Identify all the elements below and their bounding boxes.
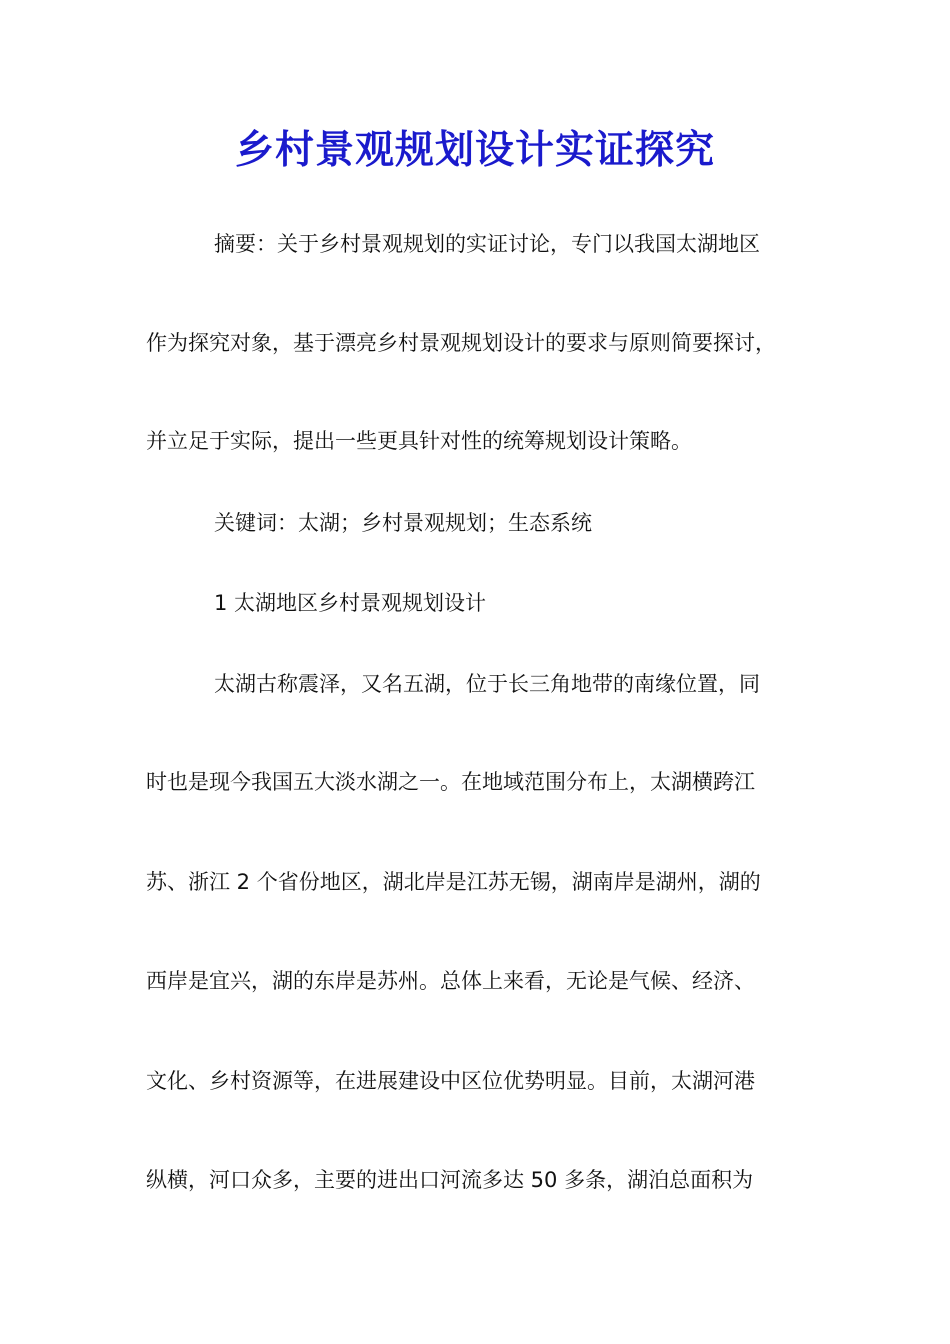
body-line-1: 太湖古称震泽，又名五湖，位于长三角地带的南缘位置，同	[214, 672, 760, 696]
abstract-line-2: 作为探究对象，基于漂亮乡村景观规划设计的要求与原则简要探讨，	[146, 331, 776, 355]
keywords-line: 关键词：太湖；乡村景观规划；生态系统	[214, 511, 592, 535]
body-line-4: 西岸是宜兴，湖的东岸是苏州。总体上来看，无论是气候、经济、	[146, 969, 755, 993]
abstract-line-1: 摘要：关于乡村景观规划的实证讨论，专门以我国太湖地区	[214, 232, 760, 256]
abstract-line-3: 并立足于实际，提出一些更具针对性的统筹规划设计策略。	[146, 429, 692, 453]
section-heading: 1 太湖地区乡村景观规划设计	[214, 591, 487, 615]
body-line-6: 纵横，河口众多，主要的进出口河流多达 50 多条，湖泊总面积为	[146, 1168, 754, 1192]
body-line-2: 时也是现今我国五大淡水湖之一。在地域范围分布上，太湖横跨江	[146, 770, 755, 794]
body-line-5: 文化、乡村资源等，在进展建设中区位优势明显。目前，太湖河港	[146, 1069, 755, 1093]
body-line-3: 苏、浙江 2 个省份地区，湖北岸是江苏无锡，湖南岸是湖州，湖的	[146, 870, 761, 894]
document-title: 乡村景观规划设计实证探究	[234, 127, 715, 173]
